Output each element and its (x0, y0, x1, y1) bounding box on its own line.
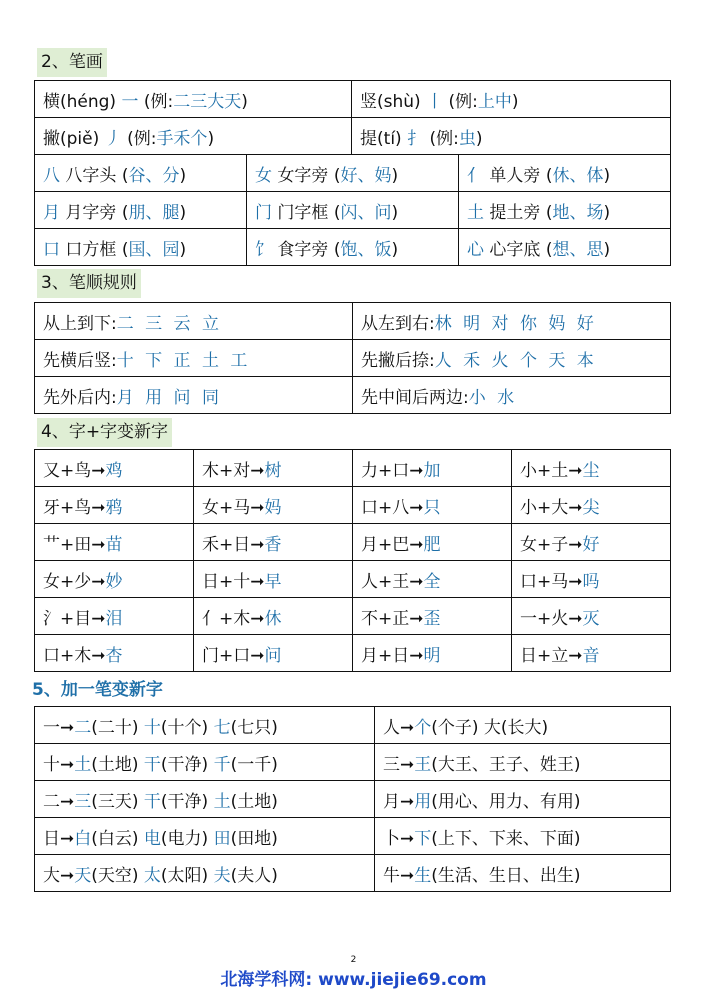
combine-result: 妙 (105, 571, 123, 592)
arrow-icon: ➞ (91, 460, 106, 481)
new-word: (个子) (431, 717, 479, 738)
new-char: 土 (213, 791, 231, 812)
new-word: (一千) (230, 754, 278, 775)
arrow-icon: ➞ (568, 534, 583, 555)
combine-result: 香 (264, 534, 282, 555)
arrow-icon: ➞ (409, 534, 424, 555)
new-char: 下 (414, 828, 432, 849)
combine-result: 妈 (264, 497, 282, 518)
new-char: 干 (143, 791, 161, 812)
new-word: (土地) (230, 791, 278, 812)
order-rule: 先横后竖: (43, 350, 117, 371)
combine-result: 音 (582, 645, 600, 666)
arrow-icon: ➞ (91, 608, 106, 629)
new-word: (长大) (500, 717, 549, 738)
example-prefix: ( (333, 202, 341, 223)
order-cell (353, 340, 671, 377)
example-suffix: ) (603, 165, 611, 186)
combine-result: 灭 (582, 608, 600, 629)
new-char: 千 (213, 754, 231, 775)
radical-cell (247, 155, 459, 192)
combine-cell (194, 598, 353, 635)
combine-cell (353, 561, 512, 598)
section-4-title: 4、字+字变新字 (37, 418, 172, 447)
page-number: 2 (350, 955, 357, 965)
add-stroke-table (34, 706, 671, 892)
example-suffix: ) (511, 91, 519, 112)
section-2-title: 2、笔画 (37, 48, 107, 77)
arrow-icon: ➞ (568, 571, 583, 592)
arrow-icon: ➞ (250, 497, 265, 518)
arrow-icon: ➞ (91, 534, 106, 555)
combine-cell (512, 598, 671, 635)
combine-result: 苗 (105, 534, 123, 555)
combine-result: 树 (264, 460, 282, 481)
arrow-icon: ➞ (400, 791, 415, 812)
radical-glyph: 门 (255, 202, 272, 223)
example-suffix: ) (179, 239, 187, 260)
combine-parts: 一+火 (520, 608, 569, 629)
new-char: 个 (414, 717, 432, 738)
order-rule: 从上到下: (43, 313, 117, 334)
combine-cell (35, 450, 194, 487)
stroke-row-1 (35, 81, 671, 118)
combine-row (35, 487, 671, 524)
combine-cell (353, 450, 512, 487)
combine-parts: 艹+田 (43, 534, 92, 555)
combine-parts: 牙+鸟 (43, 497, 92, 518)
combine-parts: 小+土 (520, 460, 569, 481)
new-char: 生 (414, 865, 432, 886)
combine-parts: 女+子 (520, 534, 569, 555)
combine-cell (353, 524, 512, 561)
new-char: 太 (143, 865, 161, 886)
new-word: (天空) (91, 865, 139, 886)
combine-cell (353, 635, 512, 672)
radical-name: 八字头 (65, 165, 117, 186)
example-prefix: ( (333, 239, 341, 260)
stroke-glyph: 一 (121, 91, 139, 112)
combine-cell (512, 635, 671, 672)
radical-glyph: 女 (255, 165, 272, 186)
combine-parts: 木+对 (202, 460, 251, 481)
new-word: (十个) (160, 717, 209, 738)
arrow-icon: ➞ (409, 460, 424, 481)
example-prefix: ( (545, 202, 553, 223)
combine-parts: 月+日 (361, 645, 410, 666)
new-word: (上下、下来、下面) (431, 828, 581, 849)
combine-cell (512, 524, 671, 561)
combine-result: 加 (423, 460, 441, 481)
radical-glyph: 八 (43, 165, 60, 186)
radical-example: 休、体 (552, 165, 604, 186)
arrow-icon: ➞ (250, 608, 265, 629)
radical-row (35, 192, 671, 229)
add-stroke-cell (375, 818, 671, 855)
new-word: (生活、生日、出生) (431, 865, 581, 886)
combine-result: 只 (423, 497, 441, 518)
order-row (35, 377, 671, 414)
radicals-table (34, 154, 671, 266)
radical-example: 饱、饭 (340, 239, 392, 260)
radical-row (35, 229, 671, 266)
section-5-title: 5、加一笔变新字 (32, 680, 163, 700)
radical-example: 谷、分 (128, 165, 180, 186)
order-example: 十 下 正 土 工 (116, 350, 251, 371)
radical-glyph: 心 (467, 239, 484, 260)
base-char: 人 (383, 717, 400, 738)
combine-result: 休 (264, 608, 282, 629)
example-suffix: ) (603, 202, 611, 223)
combine-cell (35, 524, 194, 561)
add-stroke-row (35, 855, 671, 892)
stroke-cell-ti (352, 118, 671, 155)
new-char: 三 (74, 791, 92, 812)
radical-example: 朋、腿 (128, 202, 180, 223)
stroke-glyph: 扌 (407, 128, 425, 149)
order-rule: 先外后内: (43, 387, 117, 408)
combine-row (35, 598, 671, 635)
stroke-cell-shu (352, 81, 671, 118)
add-stroke-row (35, 818, 671, 855)
combine-parts: 亻+木 (202, 608, 251, 629)
radical-cell (459, 229, 671, 266)
order-rule: 先撇后捺: (361, 350, 435, 371)
order-cell (35, 377, 353, 414)
stroke-glyph: 丨 (426, 91, 444, 112)
add-stroke-cell (35, 744, 375, 781)
order-example: 小 水 (468, 387, 518, 408)
new-word: (二十) (91, 717, 139, 738)
radical-name: 提土旁 (489, 202, 541, 223)
arrow-icon: ➞ (250, 571, 265, 592)
stroke-example: 二三大天 (173, 91, 242, 112)
radical-cell (247, 192, 459, 229)
combine-parts: 人+王 (361, 571, 410, 592)
new-word: (土地) (91, 754, 139, 775)
add-stroke-row (35, 781, 671, 818)
new-char: 二 (74, 717, 92, 738)
base-char: 日 (43, 828, 60, 849)
new-char: 王 (414, 754, 432, 775)
stroke-glyph: 丿 (104, 128, 122, 149)
add-stroke-row (35, 707, 671, 744)
new-word: (夫人) (230, 865, 278, 886)
order-cell (35, 340, 353, 377)
base-char: 十 (43, 754, 60, 775)
combine-parts: 月+巴 (361, 534, 410, 555)
stroke-example: 虫 (458, 128, 476, 149)
base-char: 一 (43, 717, 60, 738)
new-word: (干净) (160, 791, 209, 812)
stroke-cell-heng (35, 81, 352, 118)
combine-cell (194, 561, 353, 598)
arrow-icon: ➞ (60, 791, 75, 812)
combine-cell (194, 524, 353, 561)
combine-result: 明 (423, 645, 441, 666)
example-prefix: (例: (448, 91, 478, 112)
stroke-name: 竖(shù) (360, 91, 427, 112)
add-stroke-cell (375, 707, 671, 744)
radical-cell (459, 192, 671, 229)
new-word: (太阳) (160, 865, 209, 886)
combine-parts: 禾+日 (202, 534, 251, 555)
base-char: 月 (383, 791, 400, 812)
base-char: 二 (43, 791, 60, 812)
order-cell (35, 303, 353, 340)
order-cell (353, 377, 671, 414)
site-watermark: 北海学科网: www.jiejie69.com (220, 970, 487, 990)
combine-result: 全 (423, 571, 441, 592)
combine-table (34, 449, 671, 672)
example-prefix: ( (121, 165, 129, 186)
combine-result: 尘 (582, 460, 600, 481)
example-suffix: ) (207, 128, 215, 149)
combine-cell (353, 487, 512, 524)
combine-row (35, 450, 671, 487)
new-char: 七 (213, 717, 231, 738)
new-char: 大 (483, 717, 501, 738)
add-stroke-cell (35, 781, 375, 818)
radical-name: 门字框 (277, 202, 329, 223)
combine-parts: 日+十 (202, 571, 251, 592)
stroke-name: 撇(piě) (43, 128, 105, 149)
example-prefix: ( (121, 202, 129, 223)
arrow-icon: ➞ (400, 717, 415, 738)
example-suffix: ) (391, 202, 399, 223)
arrow-icon: ➞ (91, 571, 106, 592)
example-prefix: ( (545, 239, 553, 260)
combine-cell (35, 561, 194, 598)
combine-cell (512, 561, 671, 598)
arrow-icon: ➞ (568, 608, 583, 629)
combine-parts: 口+马 (520, 571, 569, 592)
order-example: 月 用 问 同 (116, 387, 222, 408)
combine-row (35, 561, 671, 598)
order-example: 二 三 云 立 (116, 313, 222, 334)
stroke-example: 手禾个 (156, 128, 208, 149)
new-char: 夫 (213, 865, 231, 886)
arrow-icon: ➞ (91, 645, 106, 666)
new-char: 用 (414, 791, 432, 812)
example-prefix: (例: (127, 128, 157, 149)
stroke-name: 横(héng) (43, 91, 122, 112)
combine-parts: 口+八 (361, 497, 410, 518)
radical-glyph: 口 (43, 239, 60, 260)
new-char: 白 (74, 828, 92, 849)
combine-row (35, 524, 671, 561)
radical-cell (35, 192, 247, 229)
strokes-table (34, 80, 671, 155)
order-example: 人 禾 火 个 天 本 (434, 350, 597, 371)
combine-parts: 女+少 (43, 571, 92, 592)
base-char: 牛 (383, 865, 400, 886)
stroke-example: 上中 (477, 91, 512, 112)
radical-cell (247, 229, 459, 266)
arrow-icon: ➞ (568, 645, 583, 666)
combine-cell (512, 487, 671, 524)
example-suffix: ) (179, 165, 187, 186)
order-row (35, 303, 671, 340)
new-char: 土 (74, 754, 92, 775)
example-suffix: ) (391, 165, 399, 186)
stroke-name: 提(tí) (360, 128, 408, 149)
example-suffix: ) (603, 239, 611, 260)
new-char: 电 (143, 828, 161, 849)
radical-glyph: 亻 (467, 165, 484, 186)
radical-example: 地、场 (552, 202, 604, 223)
radical-example: 好、妈 (340, 165, 392, 186)
add-stroke-cell (375, 781, 671, 818)
combine-cell (194, 487, 353, 524)
combine-result: 鸦 (105, 497, 123, 518)
new-word: (电力) (160, 828, 209, 849)
combine-result: 泪 (105, 608, 123, 629)
combine-result: 鸡 (105, 460, 123, 481)
combine-parts: 又+鸟 (43, 460, 92, 481)
add-stroke-cell (35, 818, 375, 855)
radical-cell (35, 155, 247, 192)
new-word: (干净) (160, 754, 209, 775)
combine-result: 早 (264, 571, 282, 592)
example-suffix: ) (475, 128, 483, 149)
combine-result: 好 (582, 534, 600, 555)
order-rule: 从左到右: (361, 313, 435, 334)
radical-name: 食字旁 (277, 239, 329, 260)
arrow-icon: ➞ (409, 571, 424, 592)
arrow-icon: ➞ (568, 460, 583, 481)
new-word: (大王、王子、姓王) (431, 754, 581, 775)
add-stroke-row (35, 744, 671, 781)
order-example: 林 明 对 你 妈 好 (434, 313, 597, 334)
arrow-icon: ➞ (400, 754, 415, 775)
radical-example: 闪、问 (340, 202, 392, 223)
stroke-cell-pie (35, 118, 352, 155)
radical-example: 想、思 (552, 239, 604, 260)
combine-cell (353, 598, 512, 635)
new-word: (白云) (91, 828, 139, 849)
combine-parts: 口+木 (43, 645, 92, 666)
example-prefix: (例: (143, 91, 174, 112)
combine-cell (35, 598, 194, 635)
arrow-icon: ➞ (250, 460, 265, 481)
base-char: 大 (43, 865, 60, 886)
arrow-icon: ➞ (60, 865, 75, 886)
radical-name: 心字底 (489, 239, 541, 260)
combine-result: 尖 (582, 497, 600, 518)
combine-cell (512, 450, 671, 487)
combine-result: 歪 (423, 608, 441, 629)
example-prefix: ( (333, 165, 341, 186)
arrow-icon: ➞ (60, 754, 75, 775)
arrow-icon: ➞ (409, 645, 424, 666)
combine-result: 肥 (423, 534, 441, 555)
new-char: 天 (74, 865, 92, 886)
radical-glyph: 土 (467, 202, 484, 223)
combine-result: 杏 (105, 645, 123, 666)
example-suffix: ) (179, 202, 187, 223)
add-stroke-cell (375, 744, 671, 781)
combine-result: 问 (264, 645, 282, 666)
order-row (35, 340, 671, 377)
base-char: 三 (383, 754, 400, 775)
order-cell (353, 303, 671, 340)
section-3-title: 3、笔顺规则 (37, 269, 141, 298)
combine-cell (35, 487, 194, 524)
new-char: 干 (143, 754, 161, 775)
stroke-order-table (34, 302, 671, 414)
radical-name: 单人旁 (489, 165, 541, 186)
arrow-icon: ➞ (409, 497, 424, 518)
example-prefix: (例: (429, 128, 459, 149)
new-char: 十 (143, 717, 161, 738)
combine-parts: 不+正 (361, 608, 410, 629)
arrow-icon: ➞ (400, 828, 415, 849)
combine-parts: 日+立 (520, 645, 569, 666)
radical-name: 口方框 (65, 239, 117, 260)
add-stroke-cell (35, 855, 375, 892)
arrow-icon: ➞ (409, 608, 424, 629)
combine-parts: 氵+目 (43, 608, 92, 629)
order-rule: 先中间后两边: (361, 387, 469, 408)
new-word: (用心、用力、有用) (431, 791, 581, 812)
arrow-icon: ➞ (60, 717, 75, 738)
combine-result: 吗 (582, 571, 600, 592)
radical-glyph: 月 (43, 202, 60, 223)
stroke-row-2 (35, 118, 671, 155)
new-word: (七只) (230, 717, 278, 738)
combine-row (35, 635, 671, 672)
combine-cell (194, 635, 353, 672)
radical-row (35, 155, 671, 192)
example-prefix: ( (545, 165, 553, 186)
combine-parts: 门+口 (202, 645, 251, 666)
combine-parts: 女+马 (202, 497, 251, 518)
new-word: (三天) (91, 791, 139, 812)
new-char: 田 (213, 828, 231, 849)
radical-name: 女字旁 (277, 165, 329, 186)
arrow-icon: ➞ (568, 497, 583, 518)
radical-cell (35, 229, 247, 266)
arrow-icon: ➞ (91, 497, 106, 518)
radical-name: 月字旁 (65, 202, 117, 223)
radical-example: 国、园 (128, 239, 180, 260)
combine-parts: 小+大 (520, 497, 569, 518)
combine-cell (194, 450, 353, 487)
example-suffix: ) (241, 91, 248, 112)
combine-parts: 力+口 (361, 460, 410, 481)
example-suffix: ) (391, 239, 399, 260)
arrow-icon: ➞ (60, 828, 75, 849)
arrow-icon: ➞ (250, 534, 265, 555)
radical-cell (459, 155, 671, 192)
arrow-icon: ➞ (250, 645, 265, 666)
base-char: 卜 (383, 828, 400, 849)
example-prefix: ( (121, 239, 129, 260)
arrow-icon: ➞ (400, 865, 415, 886)
add-stroke-cell (35, 707, 375, 744)
add-stroke-cell (375, 855, 671, 892)
radical-glyph: 饣 (255, 239, 272, 260)
new-word: (田地) (230, 828, 278, 849)
combine-cell (35, 635, 194, 672)
